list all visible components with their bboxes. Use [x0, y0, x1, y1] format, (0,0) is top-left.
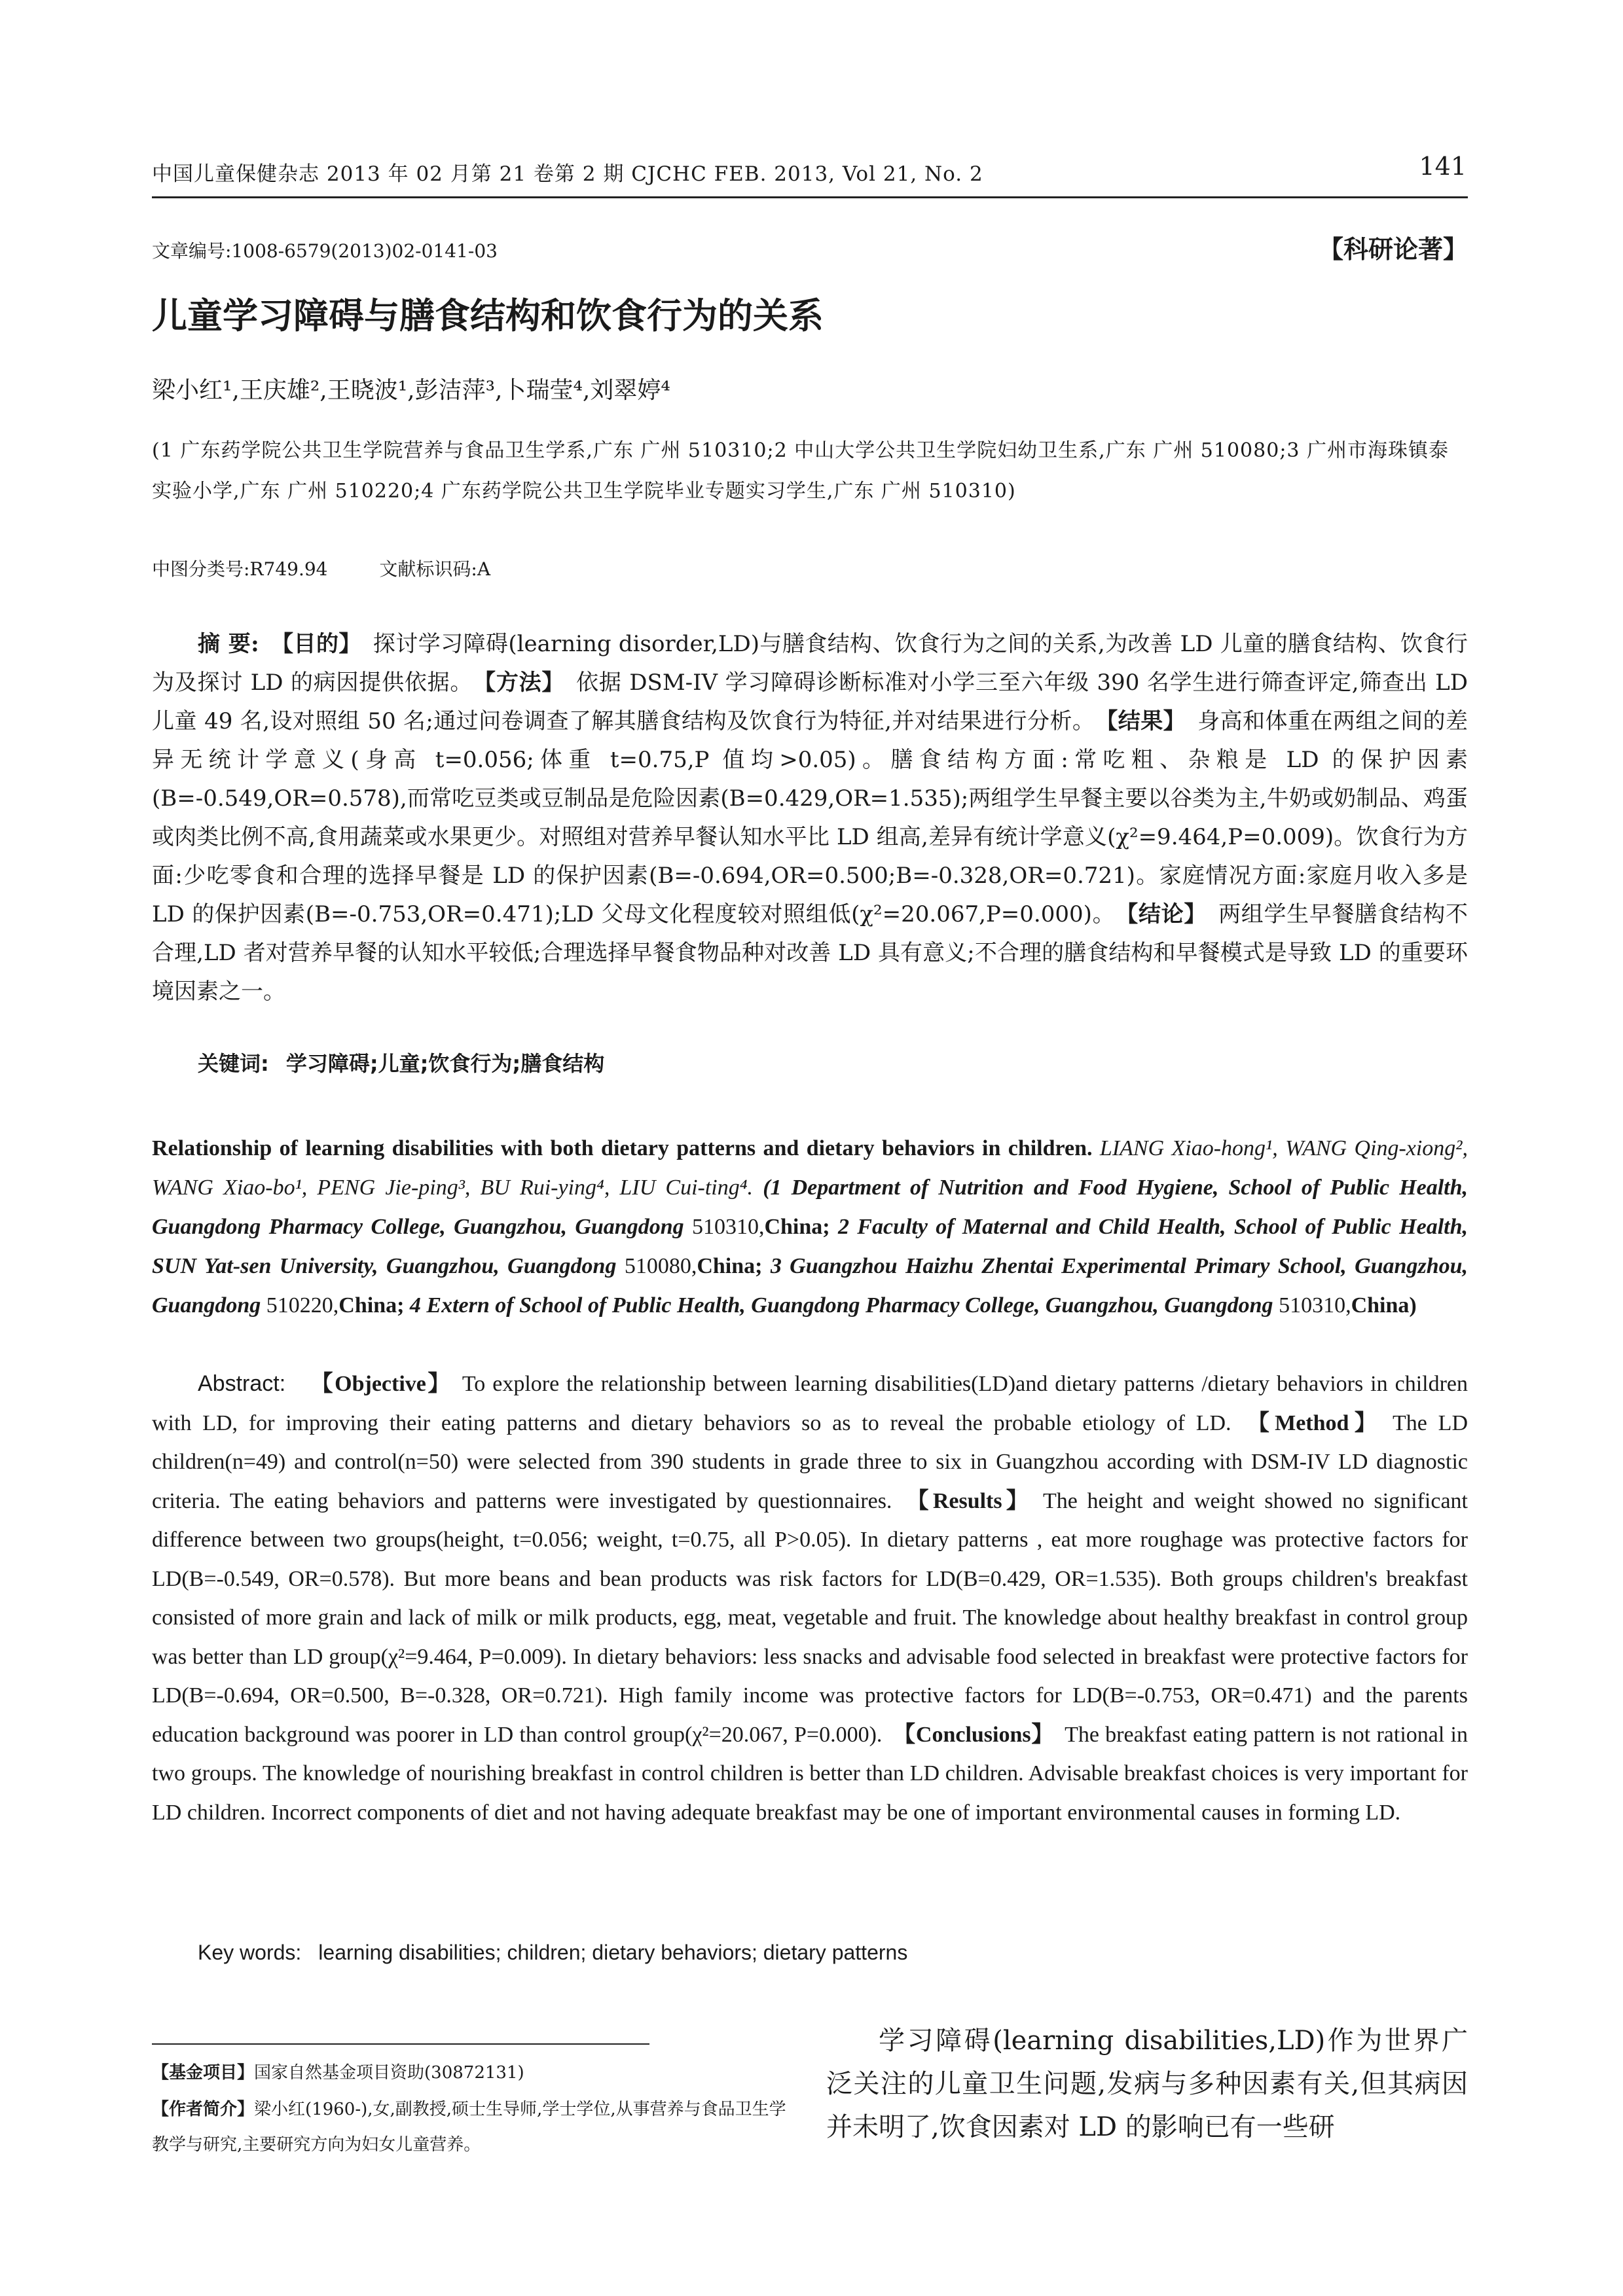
english-affiliation-1-code: 510310,	[691, 1215, 765, 1239]
footnote-author	[152, 2092, 800, 2162]
abstract-en-objective-label: 【Objective】	[309, 1372, 452, 1396]
abstract-english	[152, 1365, 1468, 1832]
abstract-cn-method-label: 【方法】	[484, 670, 565, 696]
abstract-en-method: The LD children(n=49) and control(n=50) were selected from 390 students in grade three to six in Guangzhou according with DSM-IV LD diagnostic criteria. The eating behaviors and patterns were investigated by questionnaires.	[152, 1410, 1468, 1513]
abstract-cn-conclusion: 两组学生早餐膳食结构不合理,LD 者对营养早餐的认知水平较低;合理选择早餐食物品种对改善 LD 具有意义;不合理的膳食结构和早餐模式是导致 LD 的重要环境因素之一。	[152, 901, 1468, 1005]
abstract-cn-objective: 探讨学习障碍(learning disorder,LD)与膳食结构、饮食行为之间的关系,为改善 LD 儿童的膳食结构、饮食行为及探讨 LD 的病因提供依据。	[152, 631, 1468, 696]
english-affiliation-4-code: 510310,	[1279, 1293, 1351, 1318]
body-paragraph: 学习障碍(learning disabilities,LD)作为世界广泛关注的儿童卫生问题,发病与多种因素有关,但其病因并未明了,饮食因素对 LD 的影响已有一些研	[826, 2026, 1468, 2142]
keywords-cn-text: 学习障碍;儿童;饮食行为;膳食结构	[285, 1051, 605, 1076]
footnote-rule	[152, 2043, 649, 2045]
english-affiliation-3-country: China;	[338, 1293, 405, 1318]
abstract-cn-lead: 摘 要:	[198, 631, 259, 657]
paper-title: 儿童学习障碍与膳食结构和饮食行为的关系	[152, 295, 824, 336]
classification-line	[152, 555, 536, 581]
header-rule	[152, 196, 1468, 198]
abstract-en-results: The height and weight showed no significant difference between two groups(height, t=0.056; weight, t=0.75, all P>0.05). In dietary patterns , eat more roughage was protective factors for LD(B=-0.549, OR=0.578). But more beans and bean products was risk factors for LD(B=0.429, OR=1.535). Both groups children's breakfast consisted of more grain and lack of milk or milk products, egg, meat, vegetable and fruit. The knowledge about healthy breakfast in control group was better than LD group(χ²=9.464, P=0.009). In dietary behaviors: less snacks and advisable food selected in breakfast were protective factors for LD(B=-0.694, OR=0.500, B=-0.328, OR=0.721). High family income was protective factors for LD(B=-0.753, OR=0.471) and the parents education background was poorer in LD than control group(χ²=20.067, P=0.000).	[152, 1488, 1468, 1747]
document-code: 文献标识码:A	[379, 558, 491, 580]
footnote-author-text: 梁小红(1960-),女,副教授,硕士生导师,学士学位,从事营养与食品卫生学教学与研究,主要研究方向为妇女儿童营养。	[152, 2100, 786, 2155]
abstract-en-results-label: 【Results】	[902, 1488, 1032, 1513]
english-affiliation-4-country: China)	[1351, 1293, 1417, 1318]
column-tag: 【科研论著】	[1318, 235, 1468, 264]
english-affiliation-2-code: 510080,	[624, 1254, 697, 1278]
english-affiliation-1-country: China;	[764, 1215, 830, 1239]
footnote-fund-text: 国家自然基金项目资助(30872131)	[254, 2063, 524, 2083]
footnote-fund	[152, 2055, 800, 2090]
english-authors: LIANG Xiao-hong¹, WANG Qing-xiong², WANG Xiao-bo¹, PENG Jie-ping³, BU Rui-ying⁴, LIU Cui-ting⁴.	[152, 1136, 1468, 1200]
abstract-cn-results: 身高和体重在两组之间的差异无统计学意义(身高 t=0.056;体重 t=0.75,P 值均>0.05)。膳食结构方面:常吃粗、杂粮是 LD 的保护因素(B=-0.549,OR=0.578),而常吃豆类或豆制品是危险因素(B=0.429,OR=1.535);两组学生早餐主要以谷类为主,牛奶或奶制品、鸡蛋或肉类比例不高,食用蔬菜或水果更少。对照组对营养早餐认知水平比 LD 组高,差异有统计学意义(χ²=9.464,P=0.009)。饮食行为方面:少吃零食和合理的选择早餐是 LD 的保护因素(B=-0.694,OR=0.500;B=-0.328,OR=0.721)。家庭情况方面:家庭月收入多是 LD 的保护因素(B=-0.753,OR=0.471);LD 父母文化程度较对照组低(χ²=20.067,P=0.000)。	[152, 708, 1468, 927]
keywords-chinese	[198, 1047, 604, 1077]
english-affiliation-3-code: 510220,	[266, 1293, 339, 1318]
abstract-en-conclusion-label: 【Conclusions】	[892, 1722, 1055, 1747]
abstract-en-lead: Abstract:	[198, 1371, 286, 1396]
affiliation: (1 广东药学院公共卫生学院营养与食品卫生学系,广东 广州 510310;2 中山大学公共卫生学院妇幼卫生系,广东 广州 510080;3 广州市海珠镇泰实验小学,广东 广州 510220;4 广东药学院公共卫生学院毕业专题实习学生,广东 广州 510310)	[152, 439, 1450, 503]
footnote-fund-label: 【基金项目】	[152, 2063, 255, 2083]
clc-number: 中图分类号:R749.94	[152, 558, 328, 580]
english-affiliation-2: 2 Faculty of Maternal and Child Health, School of Public Health, SUN Yat-sen University, Guangzhou, Guangdong	[152, 1215, 1468, 1278]
keywords-en-text: learning disabilities; children; dietary behaviors; dietary patterns	[318, 1941, 908, 1964]
english-affiliation-1: (1 Department of Nutrition and Food Hygiene, School of Public Health, Guangdong Pharmacy College, Guangzhou, Guangdong	[152, 1175, 1468, 1239]
keywords-en-label: Key words:	[198, 1941, 302, 1964]
body-column	[826, 2019, 1468, 2149]
abstract-en-conclusion: The breakfast eating pattern is not rational in two groups. The knowledge of nourishing breakfast in control children is better than LD children. Advisable breakfast choices is very important for LD children. Incorrect components of diet and not having adequate breakfast may be one of important environmental causes in forming LD.	[152, 1722, 1468, 1825]
english-affiliation-3: 3 Guangzhou Haizhu Zhentai Experimental Primary School, Guangzhou, Guangdong	[152, 1254, 1468, 1318]
footnote-author-label: 【作者简介】	[152, 2100, 255, 2119]
page-number: 141	[1419, 152, 1467, 181]
abstract-cn-objective-label: 【目的】	[270, 631, 361, 657]
abstract-chinese	[152, 625, 1468, 1011]
author-list: 梁小红¹,王庆雄²,王晓波¹,彭洁萍³,卜瑞莹⁴,刘翠婷⁴	[152, 377, 670, 404]
keywords-cn-label: 关键词:	[198, 1051, 269, 1076]
english-title: Relationship of learning disabilities with both dietary patterns and dietary behaviors in children.	[152, 1136, 1093, 1160]
article-number: 文章编号:1008-6579(2013)02-0141-03	[152, 240, 498, 262]
english-title-block	[152, 1129, 1468, 1325]
keywords-english	[198, 1941, 907, 1965]
english-affiliation-2-country: China;	[697, 1254, 763, 1278]
english-affiliation-4: 4 Extern of School of Public Health, Guangdong Pharmacy College, Guangzhou, Guangdong	[409, 1293, 1273, 1318]
abstract-cn-method: 依据 DSM-IV 学习障碍诊断标准对小学三至六年级 390 名学生进行筛查评定,筛查出 LD 儿童 49 名,设对照组 50 名;通过问卷调查了解其膳食结构及饮食行为特征,并对结果进行分析。	[152, 670, 1468, 734]
abstract-cn-conclusion-label: 【结论】	[1127, 901, 1207, 927]
abstract-en-method-label: 【Method】	[1241, 1410, 1383, 1435]
abstract-cn-results-label: 【结果】	[1106, 708, 1186, 734]
abstract-en-objective: To explore the relationship between learning disabilities(LD)and dietary patterns /dietary behaviors in children with LD, for improving their eating patterns and dietary behaviors so as to reveal the probable etiology of LD.	[152, 1372, 1468, 1435]
running-header: 中国儿童保健杂志 2013 年 02 月第 21 卷第 2 期 CJCHC FEB. 2013, Vol 21, No. 2	[152, 162, 983, 186]
